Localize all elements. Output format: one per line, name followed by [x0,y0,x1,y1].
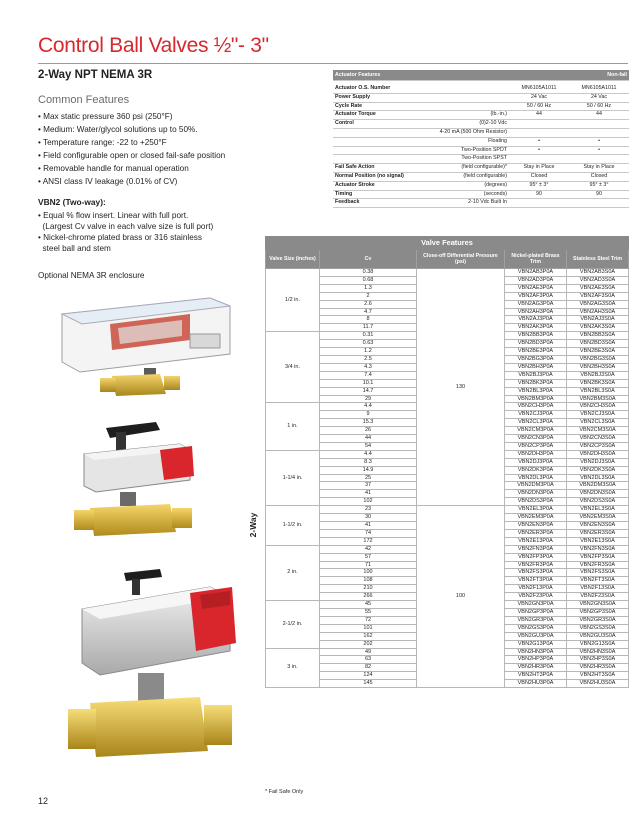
cv-cell: 57 [320,553,417,561]
cv-cell: 4.3 [320,363,417,371]
actuator-row-value-1: • [509,137,569,146]
actuator-row-value-2: Stay in Place [569,164,629,173]
stainless-trim-part-cell: VBN2GU3S0A [567,632,629,640]
brass-trim-part-cell: VBN2DM3P0A [505,482,567,490]
stainless-trim-part-cell: VBN2AF3S0A [567,292,629,300]
common-features-heading: Common Features [38,94,130,106]
page-title: Control Ball Valves ½"- 3" [38,34,269,57]
cv-cell: 11.7 [320,324,417,332]
cv-cell: 8.3 [320,458,417,466]
brass-trim-part-cell: VBN2F13P0A [505,585,567,593]
brass-trim-part-cell: VBN2BL3P0A [505,387,567,395]
stainless-trim-part-cell: VBN2HR3S0A [567,664,629,672]
actuator-row-label: Actuator Stroke [333,181,429,190]
cv-cell: 30 [320,514,417,522]
cv-cell: 10.1 [320,379,417,387]
feature-item: • Medium: Water/glycol solutions up to 50%. [38,124,198,134]
stainless-trim-part-cell: VBN2BK3S0A [567,379,629,387]
stainless-trim-part-cell: VBN2CP3S0A [567,442,629,450]
table-row [266,269,629,277]
stainless-trim-part-cell: VBN2HT3S0A [567,672,629,680]
feature-item: • ANSI class IV leakage (0.01% of CV) [38,176,178,186]
brass-trim-part-cell: VBN2GP3P0A [505,608,567,616]
actuator-row-value-2: 90 [569,190,629,199]
cv-cell: 25 [320,474,417,482]
brass-trim-part-cell: VBN2BE3P0A [505,348,567,356]
brass-trim-part-cell: VBN2DK3P0A [505,466,567,474]
actuator-row-value-2 [569,155,629,164]
stainless-trim-part-cell: VBN2GP3S0A [567,608,629,616]
actuator-row [333,128,629,137]
actuator-valve-image-large [60,565,250,780]
cv-cell: 29 [320,395,417,403]
actuator-row [333,137,629,146]
actuator-row-value-1: Stay in Place [509,164,569,173]
brass-trim-part-cell: VBN2CN3P0A [505,435,567,443]
actuator-row-value-2: • [569,146,629,155]
brass-trim-part-cell: VBN2AJ3P0A [505,316,567,324]
actuator-row-detail: (lb.-in.) [429,111,509,120]
stainless-trim-part-cell: VBN2G13S0A [567,640,629,648]
cv-cell: 145 [320,680,417,688]
actuator-row-label: Control [333,120,429,129]
stainless-trim-part-cell: VBN2AD3S0A [567,276,629,284]
stainless-trim-part-cell: VBN2AB3S0A [567,269,629,277]
cv-cell: 0.68 [320,276,417,284]
cv-cell: 55 [320,608,417,616]
brass-trim-part-cell: VBN2AE3P0A [505,284,567,292]
stainless-trim-part-cell: VBN2GN3S0A [567,601,629,609]
brass-trim-part-cell: VBN2HU3P0A [505,680,567,688]
stainless-trim-part-cell: VBN2DK3S0A [567,466,629,474]
actuator-row-value-1 [509,128,569,137]
actuator-row-detail [429,102,509,111]
cv-cell: 202 [320,640,417,648]
table-row [266,506,629,514]
brass-trim-part-cell: VBN2G13P0A [505,640,567,648]
cv-cell: 49 [320,648,417,656]
brass-trim-part-cell: VBN2EL3P0A [505,506,567,514]
cv-cell: 1.3 [320,284,417,292]
actuator-row-label: Cycle Rate [333,102,429,111]
col-header-size: Valve Size (inches) [266,250,320,269]
close-off-pressure-cell: 100 [417,506,505,688]
actuator-row-detail: Floating [429,137,509,146]
actuator-row-value-2: • [569,137,629,146]
actuator-row-value-1 [509,199,569,208]
brass-trim-part-cell: VBN2HT3P0A [505,672,567,680]
stainless-trim-part-cell: VBN2AJ3S0A [567,316,629,324]
stainless-trim-part-cell: VBN2BD3S0A [567,340,629,348]
actuator-row-value-1: 95° ± 3° [509,181,569,190]
actuator-row [333,199,629,208]
valve-size-cell: 2 in. [266,545,320,600]
actuator-features-table [333,70,629,208]
stainless-trim-part-cell: VBN2AK3S0A [567,324,629,332]
actuator-row-detail: (degrees) [429,181,509,190]
brass-trim-part-cell: VBN2EM3P0A [505,514,567,522]
valve-features-title: Valve Features [266,237,629,250]
actuator-row [333,111,629,120]
stainless-trim-part-cell: VBN2DS3S0A [567,498,629,506]
actuator-row [333,172,629,181]
cv-cell: 100 [320,569,417,577]
cv-cell: 42 [320,545,417,553]
optional-enclosure-note: Optional NEMA 3R enclosure [38,271,145,280]
cv-cell: 0.63 [320,340,417,348]
cv-cell: 124 [320,672,417,680]
brass-trim-part-cell: VBN2BG3P0A [505,355,567,363]
actuator-row-value-2: MN6105A1011 [569,85,629,93]
cv-cell: 8 [320,316,417,324]
stainless-trim-part-cell: VBN2DM3S0A [567,482,629,490]
brass-trim-part-cell: VBN2BH3P0A [505,363,567,371]
cv-cell: 0.31 [320,332,417,340]
cv-cell: 101 [320,624,417,632]
brass-trim-part-cell: VBN2FR3P0A [505,561,567,569]
actuator-row-value-1: • [509,146,569,155]
stainless-trim-part-cell: VBN2EM3S0A [567,514,629,522]
actuator-row [333,102,629,111]
actuator-row-value-1: 50 / 60 Hz [509,102,569,111]
stainless-trim-part-cell: VBN2AH3S0A [567,308,629,316]
valve-size-cell: 3 in. [266,648,320,688]
stainless-trim-part-cell: VBN2DL3S0A [567,474,629,482]
col-header-brass: Nickel-plated Brass Trim [505,250,567,269]
brass-trim-part-cell: VBN2AD3P0A [505,276,567,284]
feature-item: • Temperature range: -22 to +250°F [38,137,167,147]
brass-trim-part-cell: VBN2BJ3P0A [505,371,567,379]
stainless-trim-part-cell: VBN2BB3S0A [567,332,629,340]
brass-trim-part-cell: VBN2E13P0A [505,537,567,545]
stainless-trim-part-cell: VBN2FN3S0A [567,545,629,553]
brass-trim-part-cell: VBN2DH3P0A [505,450,567,458]
actuator-row [333,164,629,173]
cv-cell: 82 [320,664,417,672]
valve-size-cell: 1-1/2 in. [266,506,320,546]
cv-cell: 63 [320,656,417,664]
page-number: 12 [38,796,49,806]
cv-cell: 37 [320,482,417,490]
brass-trim-part-cell: VBN2BM3P0A [505,395,567,403]
vbn2-item: steel ball and stem [38,244,111,254]
actuator-row-value-1: 44 [509,111,569,120]
actuator-row-label: Fail Safe Action [333,164,429,173]
stainless-trim-part-cell: VBN2BE3S0A [567,348,629,356]
footnote: * Fail Safe Only [265,789,304,795]
cv-cell: 4.4 [320,403,417,411]
cv-cell: 23 [320,506,417,514]
stainless-trim-part-cell: VBN2CL3S0A [567,419,629,427]
valve-size-cell: 1 in. [266,403,320,450]
stainless-trim-part-cell: VBN2FS3S0A [567,569,629,577]
actuator-row-value-2: 44 [569,111,629,120]
brass-trim-part-cell: VBN2BD3P0A [505,340,567,348]
cv-cell: 266 [320,593,417,601]
actuator-row-value-2: Closed [569,172,629,181]
actuator-row-value-2 [569,199,629,208]
cv-cell: 2.5 [320,355,417,363]
brass-trim-part-cell: VBN2FT3P0A [505,577,567,585]
brass-trim-part-cell: VBN2F23P0A [505,593,567,601]
brass-trim-part-cell: VBN2GU3P0A [505,632,567,640]
brass-trim-part-cell: VBN2AF3P0A [505,292,567,300]
actuator-row-value-1: Closed [509,172,569,181]
col-header-stainless: Stainless Steel Trim [567,250,629,269]
cv-cell: 15.3 [320,419,417,427]
vbn2-heading: VBN2 (Two-way): [38,197,106,207]
stainless-trim-part-cell: VBN2HU3S0A [567,680,629,688]
brass-trim-part-cell: VBN2AK3P0A [505,324,567,332]
stainless-trim-part-cell: VBN2BH3S0A [567,363,629,371]
actuator-row-label [333,128,429,137]
actuator-valve-image-small [60,420,235,540]
cv-cell: 44 [320,435,417,443]
actuator-row [333,93,629,102]
cv-cell: 2.6 [320,300,417,308]
actuator-row [333,181,629,190]
stainless-trim-part-cell: VBN2DJ3S0A [567,458,629,466]
stainless-trim-part-cell: VBN2CN3S0A [567,435,629,443]
actuator-row-detail: (field configurable) [429,172,509,181]
stainless-trim-part-cell: VBN2DH3S0A [567,450,629,458]
brass-trim-part-cell: VBN2GR3P0A [505,616,567,624]
brass-trim-part-cell: VBN2GN3P0A [505,601,567,609]
stainless-trim-part-cell: VBN2BL3S0A [567,387,629,395]
vbn2-item: (Largest Cv valve in each valve size is full port) [38,222,214,232]
actuator-row [333,85,629,93]
title-divider [38,63,628,64]
stainless-trim-part-cell: VBN2CH3S0A [567,403,629,411]
actuator-row [333,190,629,199]
actuator-row-label: Actuator Torque [333,111,429,120]
actuator-row-value-1: MN6105A1011 [509,85,569,93]
cv-cell: 72 [320,616,417,624]
stainless-trim-part-cell: VBN2CJ3S0A [567,411,629,419]
cv-cell: 210 [320,585,417,593]
valve-size-cell: 3/4 in. [266,332,320,403]
vbn2-list [38,210,278,254]
brass-trim-part-cell: VBN2CL3P0A [505,419,567,427]
actuator-row-label [333,137,429,146]
actuator-row-detail: (seconds) [429,190,509,199]
brass-trim-part-cell: VBN2HR3P0A [505,664,567,672]
actuator-row-label: Timing [333,190,429,199]
stainless-trim-part-cell: VBN2EN3S0A [567,522,629,530]
brass-trim-part-cell: VBN2ER3P0A [505,529,567,537]
stainless-trim-part-cell: VBN2AE3S0A [567,284,629,292]
stainless-trim-part-cell: VBN2GS3S0A [567,624,629,632]
stainless-trim-part-cell: VBN2HN3S0A [567,648,629,656]
brass-trim-part-cell: VBN2CP3P0A [505,442,567,450]
brass-trim-part-cell: VBN2FP3P0A [505,553,567,561]
cv-cell: 7.4 [320,371,417,379]
stainless-trim-part-cell: VBN2BJ3S0A [567,371,629,379]
cv-cell: 2 [320,292,417,300]
actuator-header-label: Actuator Features [333,70,509,81]
stainless-trim-part-cell: VBN2FP3S0A [567,553,629,561]
actuator-row-label [333,146,429,155]
cv-cell: 4.4 [320,450,417,458]
page-subtitle: 2-Way NPT NEMA 3R [38,69,153,81]
feature-item: • Max static pressure 360 psi (250°F) [38,112,173,121]
cv-cell: 14.9 [320,466,417,474]
cv-cell: 172 [320,537,417,545]
actuator-row-label: Power Supply [333,93,429,102]
brass-trim-part-cell: VBN2CJ3P0A [505,411,567,419]
vbn2-item: • Nickel-chrome plated brass or 316 stainless [38,233,202,243]
stainless-trim-part-cell: VBN2HP3S0A [567,656,629,664]
stainless-trim-part-cell: VBN2BM3S0A [567,395,629,403]
stainless-trim-part-cell: VBN2CM3S0A [567,427,629,435]
cv-cell: 71 [320,561,417,569]
stainless-trim-part-cell: VBN2FR3S0A [567,561,629,569]
brass-trim-part-cell: VBN2HN3P0A [505,648,567,656]
brass-trim-part-cell: VBN2FN3P0A [505,545,567,553]
cv-cell: 14.7 [320,387,417,395]
brass-trim-part-cell: VBN2AB3P0A [505,269,567,277]
common-features-list [38,111,278,188]
brass-trim-part-cell: VBN2EN3P0A [505,522,567,530]
feature-item: • Field configurable open or closed fail-safe position [38,150,226,160]
brass-trim-part-cell: VBN2FS3P0A [505,569,567,577]
actuator-row-value-1 [509,120,569,129]
cv-cell: 108 [320,577,417,585]
cv-cell: 102 [320,498,417,506]
brass-trim-part-cell: VBN2AG3P0A [505,300,567,308]
brass-trim-part-cell: VBN2BK3P0A [505,379,567,387]
stainless-trim-part-cell: VBN2ER3S0A [567,529,629,537]
actuator-row-label: Feedback [333,199,429,208]
cv-cell: 54 [320,442,417,450]
valve-size-cell: 1-1/4 in. [266,450,320,505]
brass-trim-part-cell: VBN2DS3P0A [505,498,567,506]
valve-features-table [265,236,629,688]
stainless-trim-part-cell: VBN2FT3S0A [567,577,629,585]
stainless-trim-part-cell: VBN2GR3S0A [567,616,629,624]
actuator-row-detail [429,85,509,93]
stainless-trim-part-cell: VBN2F13S0A [567,585,629,593]
actuator-row-detail: 2-10 Vdc Built In [429,199,509,208]
cv-cell: 26 [320,427,417,435]
stainless-trim-part-cell: VBN2F23S0A [567,593,629,601]
actuator-row-value-1: 90 [509,190,569,199]
actuator-row [333,146,629,155]
actuator-row-value-2: 50 / 60 Hz [569,102,629,111]
cv-cell: 162 [320,632,417,640]
actuator-row-value-2: 24 Vac [569,93,629,102]
actuator-row-detail: 4-20 mA (500 Ohm Resistor) [429,128,509,137]
actuator-header-row [333,70,629,81]
stainless-trim-part-cell: VBN2EL3S0A [567,506,629,514]
actuator-row-detail: (0)2-10 Vdc [429,120,509,129]
brass-trim-part-cell: VBN2BB3P0A [505,332,567,340]
cv-cell: 74 [320,529,417,537]
cv-cell: 45 [320,601,417,609]
stainless-trim-part-cell: VBN2AG3S0A [567,300,629,308]
brass-trim-part-cell: VBN2DJ3P0A [505,458,567,466]
actuator-row-detail [429,93,509,102]
valve-size-cell: 1/2 in. [266,269,320,332]
side-label-2way: 2-Way [248,512,258,538]
actuator-row-value-2 [569,120,629,129]
stainless-trim-part-cell: VBN2BG3S0A [567,355,629,363]
brass-trim-part-cell: VBN2AH3P0A [505,308,567,316]
actuator-row-detail: (field configurable)* [429,164,509,173]
cv-cell: 9 [320,411,417,419]
brass-trim-part-cell: VBN2HP3P0A [505,656,567,664]
cv-cell: 4.7 [320,308,417,316]
actuator-row [333,155,629,164]
cv-cell: 0.38 [320,269,417,277]
vbn2-item: • Equal % flow insert. Linear with full port. [38,211,189,220]
brass-trim-part-cell: VBN2GS3P0A [505,624,567,632]
actuator-header-nonfail: Non-fail [569,70,629,81]
brass-trim-part-cell: VBN2CH3P0A [505,403,567,411]
brass-trim-part-cell: VBN2CM3P0A [505,427,567,435]
actuator-row-label: Actuator O.S. Number [333,85,429,93]
enclosure-valve-image [40,284,250,399]
actuator-row-value-1 [509,155,569,164]
cv-cell: 41 [320,490,417,498]
stainless-trim-part-cell: VBN2DN3S0A [567,490,629,498]
actuator-row-detail: Two-Position SPDT [429,146,509,155]
actuator-row-label: Normal Position (no signal) [333,172,429,181]
stainless-trim-part-cell: VBN2E13S0A [567,537,629,545]
brass-trim-part-cell: VBN2DL3P0A [505,474,567,482]
close-off-pressure-cell: 130 [417,269,505,506]
col-header-pressure: Close-off Differential Pressure (psi) [417,250,505,269]
actuator-row [333,120,629,129]
actuator-row-value-1: 24 Vac [509,93,569,102]
cv-cell: 41 [320,522,417,530]
feature-item: • Removable handle for manual operation [38,163,189,173]
col-header-cv: Cv [320,250,417,269]
cv-cell: 1.2 [320,348,417,356]
actuator-row-value-2: 95° ± 3° [569,181,629,190]
brass-trim-part-cell: VBN2DN3P0A [505,490,567,498]
actuator-row-detail: Two-Position SPST [429,155,509,164]
actuator-row-label [333,155,429,164]
valve-size-cell: 2-1/2 in. [266,601,320,648]
actuator-row-value-2 [569,128,629,137]
